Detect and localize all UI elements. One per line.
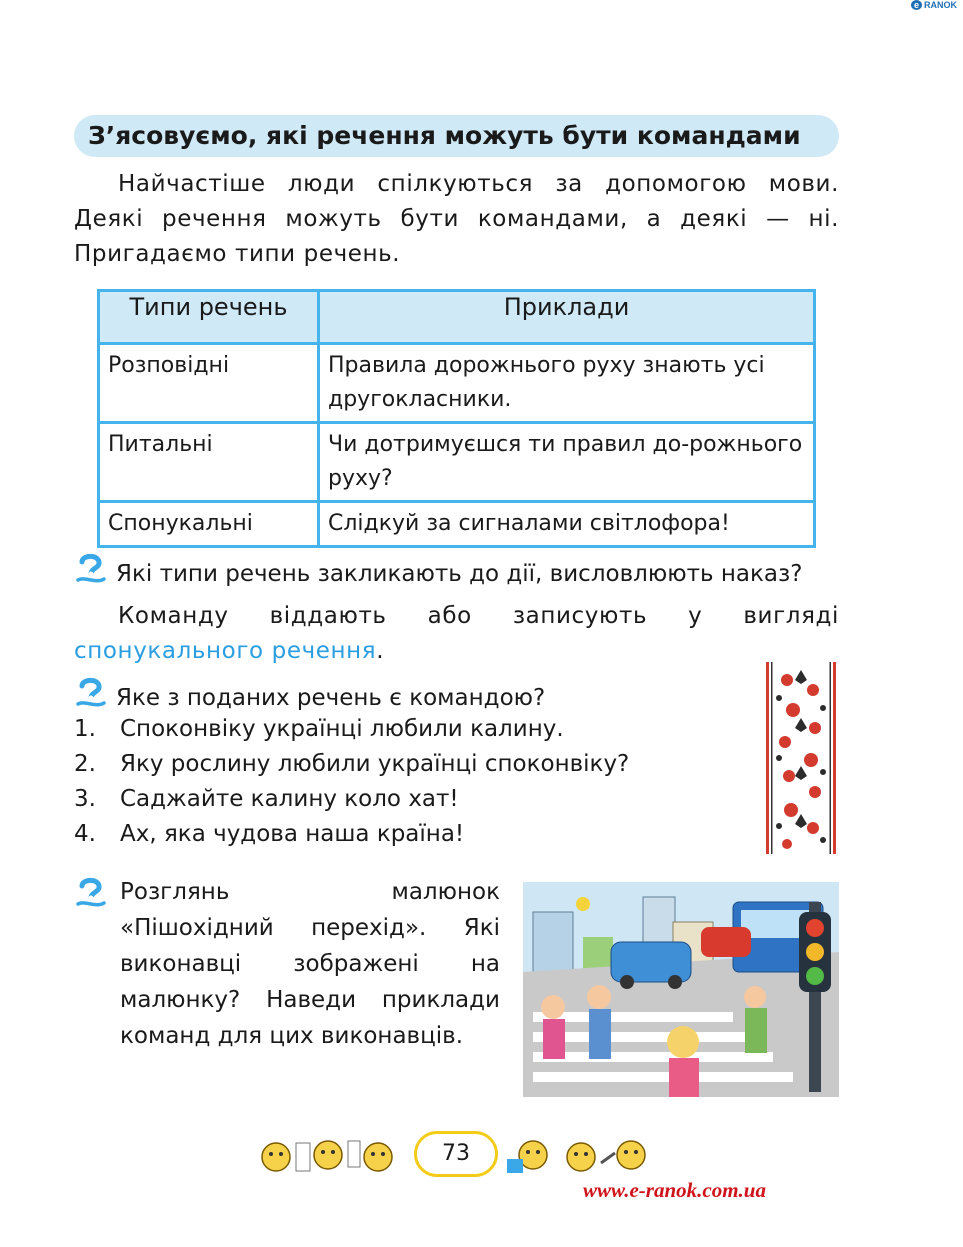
question-mark-icon <box>74 552 108 597</box>
sentence-types-table <box>97 289 816 548</box>
section-title: З’ясовуємо, які речення можуть бути командами <box>74 115 839 157</box>
task-block <box>74 874 500 1054</box>
table-header-types: Типи речень <box>99 291 319 344</box>
publisher-logo <box>911 0 957 10</box>
list-item: 3. Саджайте калину коло хат! <box>74 786 459 812</box>
table-cell-example: Правила дорожнього руху знають усі другокласники. <box>319 344 815 423</box>
page-number: 73 <box>414 1131 498 1177</box>
table-cell-type: Питальні <box>99 423 319 502</box>
list-item: 4. Ах, яка чудова наша країна! <box>74 821 465 847</box>
logo-mark: e <box>911 0 922 10</box>
command-text-after: . <box>376 638 385 664</box>
command-text-before: Команду віддають або записують у вигляді <box>118 603 839 629</box>
table-cell-type: Розповідні <box>99 344 319 423</box>
table-header-examples: Приклади <box>319 291 815 344</box>
task-text: Розглянь малюнок «Пішохідний перехід». Які виконавці зображені на малюнку? Наведи приклади команд для цих виконавців. <box>120 879 500 1049</box>
table-row <box>99 423 815 502</box>
table-row <box>99 502 815 547</box>
table-cell-example: Чи дотримуєшся ти правил до-рожнього руху? <box>319 423 815 502</box>
intro-paragraph <box>74 167 839 272</box>
question-2-text: Яке з поданих речень є командою? <box>116 685 546 711</box>
list-item: 1. Споконвіку українці любили калину. <box>74 716 564 742</box>
list-item: 2. Яку рослину любили українці споконвіку? <box>74 751 630 777</box>
table-header-row <box>99 291 815 344</box>
table-cell-type: Спонукальні <box>99 502 319 547</box>
intro-text: Найчастіше люди спілкуються за допомогою мови. Деякі речення можуть бути командами, а деякі — ні. Пригадаємо типи речень. <box>74 171 839 267</box>
smiley-characters-left <box>258 1133 408 1179</box>
website-url: www.e-ranok.com.ua <box>583 1178 766 1202</box>
logo-text: RANOK <box>924 0 957 10</box>
table-cell-example: Слідкуй за сигналами світлофора! <box>319 502 815 547</box>
table-row <box>99 344 815 423</box>
command-paragraph <box>74 599 839 669</box>
term-highlight: спонукального речення <box>74 638 377 664</box>
question-mark-icon <box>74 876 108 921</box>
embroidery-ornament <box>765 662 837 854</box>
smiley-characters-right <box>505 1133 655 1179</box>
question-1-text: Які типи речень закликають до дії, висловлюють наказ? <box>116 561 803 587</box>
question-1 <box>74 552 802 597</box>
crosswalk-illustration <box>523 882 839 1097</box>
options-list <box>74 712 629 852</box>
